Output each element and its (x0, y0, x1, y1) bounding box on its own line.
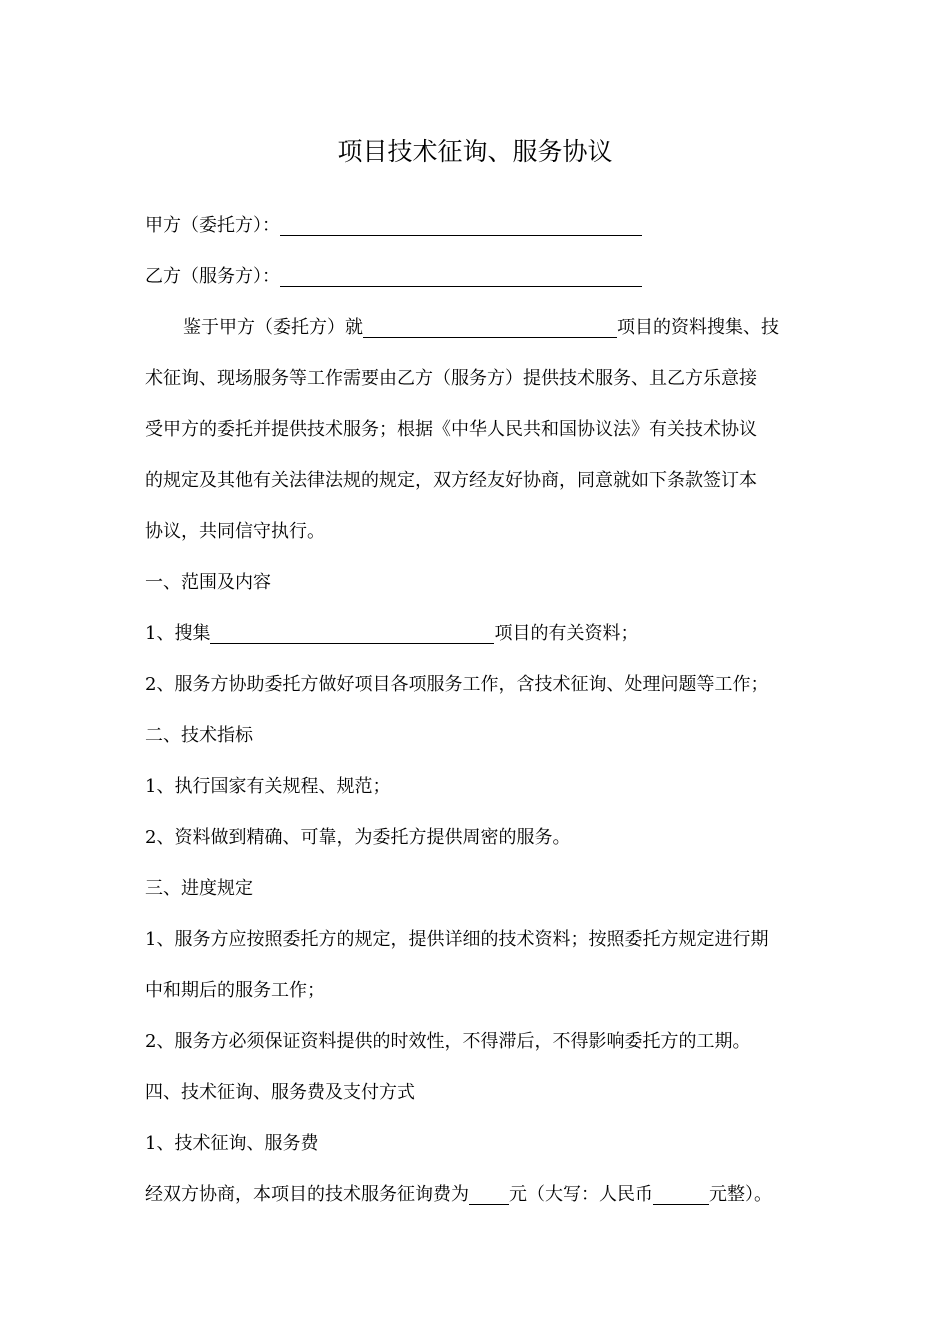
preamble-line-2: 术征询、现场服务等工作需要由乙方（服务方）提供技术服务、且乙方乐意接 (145, 368, 757, 389)
fee-amount-blank[interactable] (469, 1184, 509, 1205)
section-3-heading: 三、进度规定 (145, 878, 253, 899)
section-4-item-1: 1、技术征询、服务费 (145, 1133, 319, 1154)
section-2-item-1: 1、执行国家有关规程、规范； (145, 776, 391, 797)
fee-text: 元（大写：人民币 (509, 1184, 653, 1205)
section-2-heading: 二、技术指标 (145, 725, 253, 746)
section-3-item-2: 2、服务方必须保证资料提供的时效性，不得滞后，不得影响委托方的工期。 (145, 1031, 751, 1052)
section-4-heading: 四、技术征询、服务费及支付方式 (145, 1082, 415, 1103)
collect-project-blank[interactable] (210, 623, 494, 644)
document-title: 项目技术征询、服务协议 (337, 137, 613, 166)
section-1-item-2: 2、服务方协助委托方做好项目各项服务工作，含技术征询、处理问题等工作； (145, 674, 769, 695)
preamble-text: 鉴于甲方（委托方）就 (183, 317, 363, 338)
party-a-line (145, 213, 825, 239)
item-text: 1、搜集 (145, 623, 211, 644)
item-text: 项目的有关资料； (494, 623, 639, 644)
section-3-item-1-line-2: 中和期后的服务工作； (145, 980, 325, 1001)
party-b-blank[interactable] (280, 266, 642, 287)
fee-text: 元整）。 (709, 1184, 772, 1205)
fee-line (145, 1182, 825, 1208)
fee-text: 经双方协商，本项目的技术服务征询费为 (145, 1184, 469, 1205)
preamble-text: 项目的资料搜集、技 (617, 317, 779, 338)
preamble-line-5: 协议，共同信守执行。 (145, 521, 325, 542)
party-b-line (145, 264, 825, 290)
preamble-line-1 (145, 315, 863, 341)
party-a-label: 甲方（委托方）： (145, 215, 280, 236)
party-b-label: 乙方（服务方）： (145, 266, 280, 287)
project-name-blank[interactable] (363, 317, 617, 338)
section-2-item-2: 2、资料做到精确、可靠，为委托方提供周密的服务。 (145, 827, 571, 848)
section-3-item-1-line-1: 1、服务方应按照委托方的规定，提供详细的技术资料；按照委托方规定进行期 (145, 929, 769, 950)
preamble-line-4: 的规定及其他有关法律法规的规定，双方经友好协商，同意就如下条款签订本 (145, 470, 757, 491)
section-1-heading: 一、范围及内容 (145, 572, 271, 593)
fee-uppercase-blank[interactable] (653, 1184, 709, 1205)
party-a-blank[interactable] (280, 215, 642, 236)
preamble-line-3: 受甲方的委托并提供技术服务；根据《中华人民共和国协议法》有关技术协议 (145, 419, 757, 440)
section-1-item-1 (145, 621, 825, 647)
